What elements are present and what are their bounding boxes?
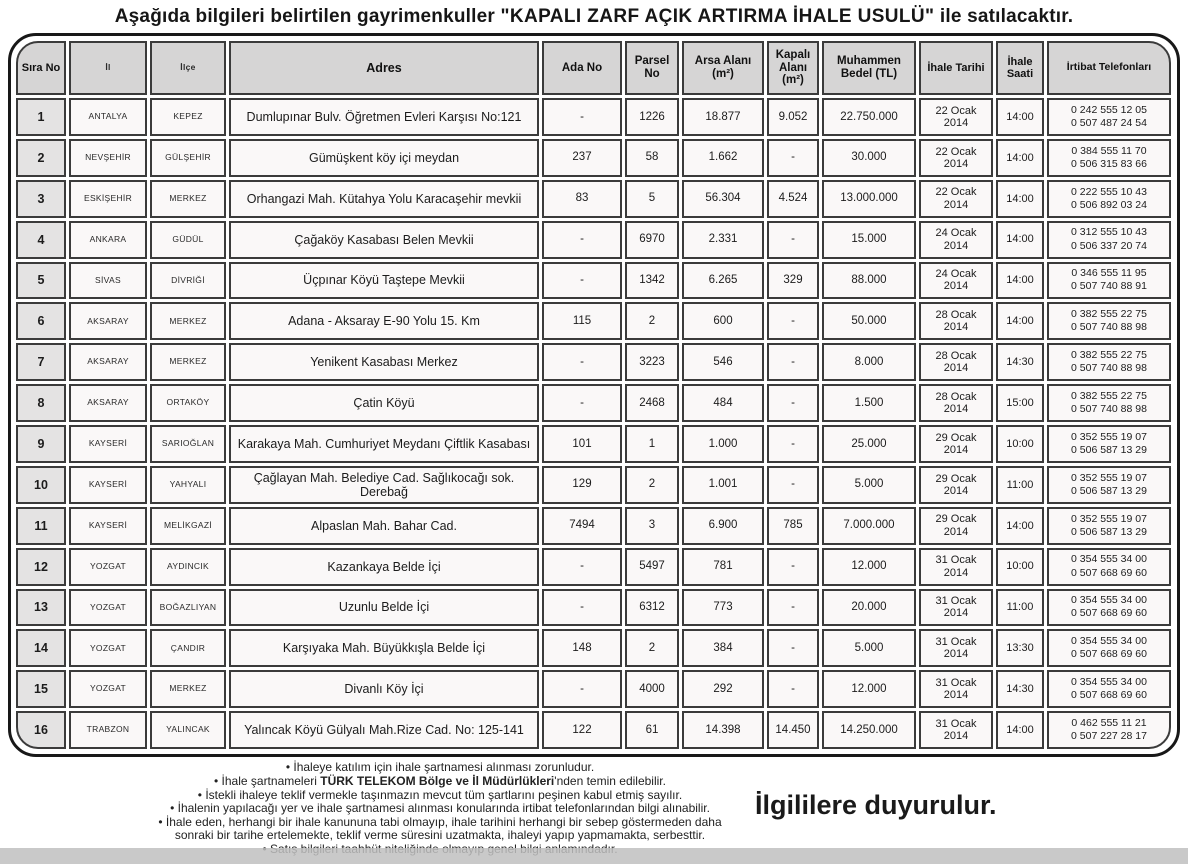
row-7-bedel: 8.000 bbox=[822, 343, 916, 381]
row-8-ada: - bbox=[542, 384, 622, 422]
phone-number: 0 352 555 19 07 bbox=[1071, 471, 1147, 484]
row-11-adres: Alpaslan Mah. Bahar Cad. bbox=[229, 507, 539, 545]
row-13-tel bbox=[1047, 589, 1171, 627]
phone-number: 0 354 555 34 00 bbox=[1071, 676, 1147, 689]
row-14-parsel: 2 bbox=[625, 629, 679, 667]
row-7-adres: Yenikent Kasabası Merkez bbox=[229, 343, 539, 381]
row-14-adres: Karşıyaka Mah. Büyükkışla Belde İçi bbox=[229, 629, 539, 667]
closing-statement: İlgililere duyurulur. bbox=[755, 790, 997, 820]
row-9-tarih: 29 Ocak 2014 bbox=[919, 425, 993, 463]
footer-note-5: • İhale eden, herhangi bir ihale kanununa tabi olmayıp, ihale tarihini herhangi bir sebep göstermeden daha sonraki bir tarihe ertelemekte, teklif verme süresini uzatmakta, ihaleyi yapıp yapmamakta, serbesttir. bbox=[158, 815, 722, 843]
phone-number: 0 354 555 34 00 bbox=[1071, 594, 1147, 607]
column-header-ilce: İlçe bbox=[150, 41, 226, 95]
row-3-saat: 14:00 bbox=[996, 180, 1044, 218]
phone-number: 0 222 555 10 43 bbox=[1071, 185, 1147, 198]
column-header-bedel: Muhammen Bedel (TL) bbox=[822, 41, 916, 95]
row-10-tel bbox=[1047, 466, 1171, 504]
row-3-tel bbox=[1047, 180, 1171, 218]
row-8-no: 8 bbox=[16, 384, 66, 422]
row-2-kapali: - bbox=[767, 139, 819, 177]
row-13-saat: 11:00 bbox=[996, 589, 1044, 627]
row-13-parsel: 6312 bbox=[625, 589, 679, 627]
row-1-tarih: 22 Ocak 2014 bbox=[919, 98, 993, 136]
auction-table-frame bbox=[8, 33, 1180, 757]
row-16-parsel: 61 bbox=[625, 711, 679, 749]
row-14-tarih: 31 Ocak 2014 bbox=[919, 629, 993, 667]
row-12-tarih: 31 Ocak 2014 bbox=[919, 548, 993, 586]
column-header-no: Sıra No bbox=[16, 41, 66, 95]
column-header-ada: Ada No bbox=[542, 41, 622, 95]
row-5-tarih: 24 Ocak 2014 bbox=[919, 262, 993, 300]
row-2-adres: Gümüşkent köy içi meydan bbox=[229, 139, 539, 177]
page-title-suffix: ile satılacaktır. bbox=[934, 6, 1074, 27]
row-12-arsa: 781 bbox=[682, 548, 764, 586]
row-15-no: 15 bbox=[16, 670, 66, 708]
row-3-kapali: 4.524 bbox=[767, 180, 819, 218]
row-5-ada: - bbox=[542, 262, 622, 300]
row-7-arsa: 546 bbox=[682, 343, 764, 381]
row-5-parsel: 1342 bbox=[625, 262, 679, 300]
row-7-il: AKSARAY bbox=[69, 343, 147, 381]
row-16-ilce: YALINCAK bbox=[150, 711, 226, 749]
phone-number: 0 506 337 20 74 bbox=[1071, 239, 1147, 252]
row-1-bedel: 22.750.000 bbox=[822, 98, 916, 136]
row-9-ada: 101 bbox=[542, 425, 622, 463]
row-13-kapali: - bbox=[767, 589, 819, 627]
row-4-bedel: 15.000 bbox=[822, 221, 916, 259]
row-15-kapali: - bbox=[767, 670, 819, 708]
bottom-scan-strip bbox=[0, 848, 1188, 864]
phone-number: 0 507 740 88 98 bbox=[1071, 321, 1147, 334]
row-4-ilce: GÜDÜL bbox=[150, 221, 226, 259]
row-14-no: 14 bbox=[16, 629, 66, 667]
row-11-kapali: 785 bbox=[767, 507, 819, 545]
row-7-kapali: - bbox=[767, 343, 819, 381]
phone-number: 0 354 555 34 00 bbox=[1071, 553, 1147, 566]
page-title bbox=[0, 6, 1188, 28]
row-2-no: 2 bbox=[16, 139, 66, 177]
row-14-il: YOZGAT bbox=[69, 629, 147, 667]
row-16-tel bbox=[1047, 711, 1171, 749]
row-10-bedel: 5.000 bbox=[822, 466, 916, 504]
row-5-arsa: 6.265 bbox=[682, 262, 764, 300]
row-7-ilce: MERKEZ bbox=[150, 343, 226, 381]
row-13-il: YOZGAT bbox=[69, 589, 147, 627]
row-11-bedel: 7.000.000 bbox=[822, 507, 916, 545]
row-15-il: YOZGAT bbox=[69, 670, 147, 708]
row-15-parsel: 4000 bbox=[625, 670, 679, 708]
row-16-tarih: 31 Ocak 2014 bbox=[919, 711, 993, 749]
phone-number: 0 312 555 10 43 bbox=[1071, 226, 1147, 239]
row-8-ilce: ORTAKÖY bbox=[150, 384, 226, 422]
row-12-tel bbox=[1047, 548, 1171, 586]
row-1-arsa: 18.877 bbox=[682, 98, 764, 136]
row-6-il: AKSARAY bbox=[69, 302, 147, 340]
phone-number: 0 507 668 69 60 bbox=[1071, 566, 1147, 579]
row-6-no: 6 bbox=[16, 302, 66, 340]
row-7-saat: 14:30 bbox=[996, 343, 1044, 381]
row-16-kapali: 14.450 bbox=[767, 711, 819, 749]
row-5-adres: Üçpınar Köyü Taştepe Mevkii bbox=[229, 262, 539, 300]
phone-number: 0 382 555 22 75 bbox=[1071, 349, 1147, 362]
row-2-tarih: 22 Ocak 2014 bbox=[919, 139, 993, 177]
phone-number: 0 506 587 13 29 bbox=[1071, 525, 1147, 538]
row-8-il: AKSARAY bbox=[69, 384, 147, 422]
phone-number: 0 507 668 69 60 bbox=[1071, 648, 1147, 661]
row-10-il: KAYSERİ bbox=[69, 466, 147, 504]
row-16-adres: Yalıncak Köyü Gülyalı Mah.Rize Cad. No: 125-141 bbox=[229, 711, 539, 749]
row-5-bedel: 88.000 bbox=[822, 262, 916, 300]
phone-number: 0 506 587 13 29 bbox=[1071, 443, 1147, 456]
column-header-adres: Adres bbox=[229, 41, 539, 95]
row-11-saat: 14:00 bbox=[996, 507, 1044, 545]
row-10-kapali: - bbox=[767, 466, 819, 504]
row-6-tel bbox=[1047, 302, 1171, 340]
row-1-no: 1 bbox=[16, 98, 66, 136]
column-header-il: İl bbox=[69, 41, 147, 95]
phone-number: 0 346 555 11 95 bbox=[1071, 267, 1147, 280]
row-6-ilce: MERKEZ bbox=[150, 302, 226, 340]
row-12-ilce: AYDINCIK bbox=[150, 548, 226, 586]
row-1-ilce: KEPEZ bbox=[150, 98, 226, 136]
row-2-tel bbox=[1047, 139, 1171, 177]
row-1-parsel: 1226 bbox=[625, 98, 679, 136]
row-11-arsa: 6.900 bbox=[682, 507, 764, 545]
row-9-adres: Karakaya Mah. Cumhuriyet Meydanı Çiftlik Kasabası bbox=[229, 425, 539, 463]
column-header-kapali: Kapalı Alanı (m²) bbox=[767, 41, 819, 95]
row-10-tarih: 29 Ocak 2014 bbox=[919, 466, 993, 504]
row-3-adres: Orhangazi Mah. Kütahya Yolu Karacaşehir mevkii bbox=[229, 180, 539, 218]
row-14-ada: 148 bbox=[542, 629, 622, 667]
row-12-bedel: 12.000 bbox=[822, 548, 916, 586]
row-14-kapali: - bbox=[767, 629, 819, 667]
row-1-adres: Dumlupınar Bulv. Öğretmen Evleri Karşısı No:121 bbox=[229, 98, 539, 136]
row-13-no: 13 bbox=[16, 589, 66, 627]
row-4-arsa: 2.331 bbox=[682, 221, 764, 259]
row-11-parsel: 3 bbox=[625, 507, 679, 545]
row-1-ada: - bbox=[542, 98, 622, 136]
row-14-arsa: 384 bbox=[682, 629, 764, 667]
row-4-ada: - bbox=[542, 221, 622, 259]
phone-number: 0 382 555 22 75 bbox=[1071, 308, 1147, 321]
column-header-tarih: İhale Tarihi bbox=[919, 41, 993, 95]
row-15-saat: 14:30 bbox=[996, 670, 1044, 708]
phone-number: 0 506 587 13 29 bbox=[1071, 484, 1147, 497]
page-title-prefix: Aşağıda bilgileri belirtilen gayrimenkuller bbox=[114, 6, 501, 27]
row-12-ada: - bbox=[542, 548, 622, 586]
row-6-saat: 14:00 bbox=[996, 302, 1044, 340]
footer-note-2: • İhale şartnameleri TÜRK TELEKOM Bölge ve İl Müdürlükleri'nden temin edilebilir. bbox=[214, 773, 666, 788]
phone-number: 0 507 740 88 91 bbox=[1071, 280, 1147, 293]
row-9-kapali: - bbox=[767, 425, 819, 463]
row-6-ada: 115 bbox=[542, 302, 622, 340]
column-header-parsel: Parsel No bbox=[625, 41, 679, 95]
row-6-parsel: 2 bbox=[625, 302, 679, 340]
row-3-tarih: 22 Ocak 2014 bbox=[919, 180, 993, 218]
row-6-adres: Adana - Aksaray E-90 Yolu 15. Km bbox=[229, 302, 539, 340]
row-9-arsa: 1.000 bbox=[682, 425, 764, 463]
row-4-il: ANKARA bbox=[69, 221, 147, 259]
row-4-tel bbox=[1047, 221, 1171, 259]
row-11-no: 11 bbox=[16, 507, 66, 545]
row-1-tel bbox=[1047, 98, 1171, 136]
row-13-ada: - bbox=[542, 589, 622, 627]
row-16-no: 16 bbox=[16, 711, 66, 749]
row-3-parsel: 5 bbox=[625, 180, 679, 218]
footer-note-3: • İstekli ihaleye teklif vermekle taşınmazın mevcut tüm şartlarını peşinen kabul etmiş sayılır. bbox=[197, 787, 683, 802]
row-10-no: 10 bbox=[16, 466, 66, 504]
phone-number: 0 507 740 88 98 bbox=[1071, 403, 1147, 416]
row-4-kapali: - bbox=[767, 221, 819, 259]
row-12-adres: Kazankaya Belde İçi bbox=[229, 548, 539, 586]
phone-number: 0 384 555 11 70 bbox=[1071, 144, 1147, 157]
row-8-bedel: 1.500 bbox=[822, 384, 916, 422]
row-9-il: KAYSERİ bbox=[69, 425, 147, 463]
row-16-saat: 14:00 bbox=[996, 711, 1044, 749]
row-5-kapali: 329 bbox=[767, 262, 819, 300]
row-9-ilce: SARIOĞLAN bbox=[150, 425, 226, 463]
phone-number: 0 382 555 22 75 bbox=[1071, 389, 1147, 402]
row-11-ilce: MELİKGAZİ bbox=[150, 507, 226, 545]
row-7-no: 7 bbox=[16, 343, 66, 381]
auction-table bbox=[16, 41, 1172, 749]
row-3-ada: 83 bbox=[542, 180, 622, 218]
row-2-ilce: GÜLŞEHİR bbox=[150, 139, 226, 177]
row-5-no: 5 bbox=[16, 262, 66, 300]
row-6-bedel: 50.000 bbox=[822, 302, 916, 340]
row-8-kapali: - bbox=[767, 384, 819, 422]
row-4-saat: 14:00 bbox=[996, 221, 1044, 259]
row-11-tel bbox=[1047, 507, 1171, 545]
row-9-saat: 10:00 bbox=[996, 425, 1044, 463]
row-1-kapali: 9.052 bbox=[767, 98, 819, 136]
row-2-ada: 237 bbox=[542, 139, 622, 177]
row-13-bedel: 20.000 bbox=[822, 589, 916, 627]
phone-number: 0 507 227 28 17 bbox=[1071, 730, 1147, 743]
row-2-parsel: 58 bbox=[625, 139, 679, 177]
phone-number: 0 507 668 69 60 bbox=[1071, 607, 1147, 620]
row-12-kapali: - bbox=[767, 548, 819, 586]
row-12-saat: 10:00 bbox=[996, 548, 1044, 586]
row-1-saat: 14:00 bbox=[996, 98, 1044, 136]
row-15-bedel: 12.000 bbox=[822, 670, 916, 708]
row-5-il: SİVAS bbox=[69, 262, 147, 300]
row-12-parsel: 5497 bbox=[625, 548, 679, 586]
row-12-no: 12 bbox=[16, 548, 66, 586]
row-15-ilce: MERKEZ bbox=[150, 670, 226, 708]
column-header-saat: İhale Saati bbox=[996, 41, 1044, 95]
row-8-parsel: 2468 bbox=[625, 384, 679, 422]
row-5-saat: 14:00 bbox=[996, 262, 1044, 300]
row-15-tel bbox=[1047, 670, 1171, 708]
row-3-bedel: 13.000.000 bbox=[822, 180, 916, 218]
row-1-il: ANTALYA bbox=[69, 98, 147, 136]
row-15-ada: - bbox=[542, 670, 622, 708]
row-7-tel bbox=[1047, 343, 1171, 381]
row-7-parsel: 3223 bbox=[625, 343, 679, 381]
row-9-bedel: 25.000 bbox=[822, 425, 916, 463]
row-15-tarih: 31 Ocak 2014 bbox=[919, 670, 993, 708]
row-3-arsa: 56.304 bbox=[682, 180, 764, 218]
row-16-ada: 122 bbox=[542, 711, 622, 749]
row-9-parsel: 1 bbox=[625, 425, 679, 463]
row-8-tarih: 28 Ocak 2014 bbox=[919, 384, 993, 422]
row-13-adres: Uzunlu Belde İçi bbox=[229, 589, 539, 627]
row-8-tel bbox=[1047, 384, 1171, 422]
row-10-ada: 129 bbox=[542, 466, 622, 504]
row-11-tarih: 29 Ocak 2014 bbox=[919, 507, 993, 545]
row-4-no: 4 bbox=[16, 221, 66, 259]
row-14-saat: 13:30 bbox=[996, 629, 1044, 667]
phone-number: 0 506 892 03 24 bbox=[1071, 198, 1147, 211]
row-13-tarih: 31 Ocak 2014 bbox=[919, 589, 993, 627]
row-8-arsa: 484 bbox=[682, 384, 764, 422]
column-header-arsa: Arsa Alanı (m²) bbox=[682, 41, 764, 95]
page-title-emphasis: "KAPALI ZARF AÇIK ARTIRMA İHALE USULÜ" bbox=[500, 6, 935, 27]
row-8-saat: 15:00 bbox=[996, 384, 1044, 422]
row-16-il: TRABZON bbox=[69, 711, 147, 749]
row-15-arsa: 292 bbox=[682, 670, 764, 708]
row-14-bedel: 5.000 bbox=[822, 629, 916, 667]
row-10-adres: Çağlayan Mah. Belediye Cad. Sağlıkocağı sok. Derebağ bbox=[229, 466, 539, 504]
row-7-tarih: 28 Ocak 2014 bbox=[919, 343, 993, 381]
row-14-ilce: ÇANDIR bbox=[150, 629, 226, 667]
row-16-arsa: 14.398 bbox=[682, 711, 764, 749]
row-2-bedel: 30.000 bbox=[822, 139, 916, 177]
row-2-arsa: 1.662 bbox=[682, 139, 764, 177]
row-3-il: ESKİŞEHİR bbox=[69, 180, 147, 218]
row-3-ilce: MERKEZ bbox=[150, 180, 226, 218]
footer-note-4: • İhalenin yapılacağı yer ve ihale şartnamesi alınması konularında irtibat telefonlarından bilgi alınabilir. bbox=[170, 801, 710, 816]
phone-number: 0 507 487 24 54 bbox=[1071, 116, 1147, 129]
phone-number: 0 242 555 12 05 bbox=[1071, 103, 1147, 116]
row-2-saat: 14:00 bbox=[996, 139, 1044, 177]
row-4-tarih: 24 Ocak 2014 bbox=[919, 221, 993, 259]
row-8-adres: Çatin Köyü bbox=[229, 384, 539, 422]
row-12-il: YOZGAT bbox=[69, 548, 147, 586]
row-6-kapali: - bbox=[767, 302, 819, 340]
row-6-tarih: 28 Ocak 2014 bbox=[919, 302, 993, 340]
row-2-il: NEVŞEHİR bbox=[69, 139, 147, 177]
phone-number: 0 354 555 34 00 bbox=[1071, 635, 1147, 648]
phone-number: 0 462 555 11 21 bbox=[1071, 716, 1147, 729]
phone-number: 0 507 740 88 98 bbox=[1071, 362, 1147, 375]
row-11-ada: 7494 bbox=[542, 507, 622, 545]
footer-note-1: • İhaleye katılım için ihale şartnamesi alınması zorunludur. bbox=[285, 760, 595, 774]
row-13-ilce: BOĞAZLIYAN bbox=[150, 589, 226, 627]
footer-notes bbox=[138, 761, 742, 857]
row-14-tel bbox=[1047, 629, 1171, 667]
row-4-parsel: 6970 bbox=[625, 221, 679, 259]
row-13-arsa: 773 bbox=[682, 589, 764, 627]
phone-number: 0 507 668 69 60 bbox=[1071, 689, 1147, 702]
row-5-tel bbox=[1047, 262, 1171, 300]
row-10-ilce: YAHYALI bbox=[150, 466, 226, 504]
row-4-adres: Çağaköy Kasabası Belen Mevkii bbox=[229, 221, 539, 259]
row-11-il: KAYSERİ bbox=[69, 507, 147, 545]
row-16-bedel: 14.250.000 bbox=[822, 711, 916, 749]
column-header-tel: İrtibat Telefonları bbox=[1047, 41, 1171, 95]
row-15-adres: Divanlı Köy İçi bbox=[229, 670, 539, 708]
row-9-no: 9 bbox=[16, 425, 66, 463]
row-5-ilce: DİVRİĞİ bbox=[150, 262, 226, 300]
row-7-ada: - bbox=[542, 343, 622, 381]
phone-number: 0 352 555 19 07 bbox=[1071, 430, 1147, 443]
row-10-arsa: 1.001 bbox=[682, 466, 764, 504]
row-9-tel bbox=[1047, 425, 1171, 463]
phone-number: 0 506 315 83 66 bbox=[1071, 157, 1147, 170]
row-3-no: 3 bbox=[16, 180, 66, 218]
row-10-saat: 11:00 bbox=[996, 466, 1044, 504]
row-6-arsa: 600 bbox=[682, 302, 764, 340]
row-10-parsel: 2 bbox=[625, 466, 679, 504]
phone-number: 0 352 555 19 07 bbox=[1071, 512, 1147, 525]
